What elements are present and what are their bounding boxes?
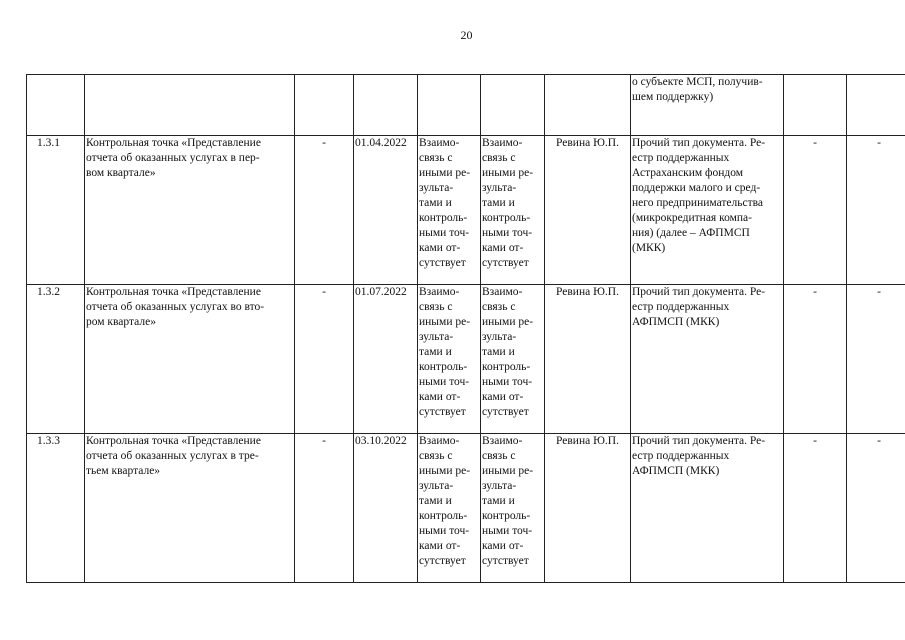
cell-date: 03.10.2022	[354, 434, 418, 583]
cell-control-point-name: Контрольная точка «Представление отчета об оказанных услугах в тре- тьем квартале»	[85, 434, 295, 583]
table-row	[27, 434, 905, 583]
cell-dash: -	[847, 136, 905, 285]
cell-document: Прочий тип документа. Ре- естр поддержанных АФПМСП (МКК)	[631, 285, 784, 434]
cell-dash: -	[847, 434, 905, 583]
cell-dash: -	[295, 434, 354, 583]
cell-relation: Взаимо- связь с иными ре- зульта- тами и контроль- ными точ- ками от- сутствует	[481, 136, 545, 285]
page-number: 20	[460, 28, 473, 42]
table-row	[27, 285, 905, 434]
cell-relation: Взаимо- связь с иными ре- зульта- тами и контроль- ными точ- ками от- сутствует	[418, 434, 481, 583]
table-row-continuation	[27, 75, 905, 136]
cell-date: 01.04.2022	[354, 136, 418, 285]
cell-empty	[545, 75, 631, 136]
control-points-table	[26, 74, 905, 583]
cell-date: 01.07.2022	[354, 285, 418, 434]
cell-dash: -	[784, 136, 847, 285]
cell-empty	[354, 75, 418, 136]
cell-dash: -	[295, 136, 354, 285]
cell-responsible: Ревина Ю.П.	[545, 285, 631, 434]
cell-control-point-name: Контрольная точка «Представление отчета об оказанных услугах во вто- ром квартале»	[85, 285, 295, 434]
cell-item-number: 1.3.3	[27, 434, 85, 583]
cell-dash: -	[784, 285, 847, 434]
cell-relation: Взаимо- связь с иными ре- зульта- тами и контроль- ными точ- ками от- сутствует	[418, 136, 481, 285]
cell-dash: -	[784, 434, 847, 583]
cell-responsible: Ревина Ю.П.	[545, 136, 631, 285]
table-row	[27, 136, 905, 285]
cell-empty	[418, 75, 481, 136]
cell-dash: -	[295, 285, 354, 434]
cell-document: Прочий тип документа. Ре- естр поддержанных АФПМСП (МКК)	[631, 434, 784, 583]
cell-relation: Взаимо- связь с иными ре- зульта- тами и контроль- ными точ- ками от- сутствует	[481, 434, 545, 583]
cell-dash: -	[847, 285, 905, 434]
cell-empty	[784, 75, 847, 136]
cell-document: Прочий тип документа. Ре- естр поддержанных Астраханским фондом поддержки малого и сред- него предпринимательства (микрокредитная компа- ния) (далее – АФПМСП (МКК)	[631, 136, 784, 285]
cell-empty	[481, 75, 545, 136]
cell-relation: Взаимо- связь с иными ре- зульта- тами и контроль- ными точ- ками от- сутствует	[418, 285, 481, 434]
cell-item-number: 1.3.2	[27, 285, 85, 434]
cell-control-point-name: Контрольная точка «Представление отчета об оказанных услугах в пер- вом квартале»	[85, 136, 295, 285]
cell-empty	[847, 75, 905, 136]
cell-empty	[27, 75, 85, 136]
cell-responsible: Ревина Ю.П.	[545, 434, 631, 583]
cell-empty	[85, 75, 295, 136]
cell-item-number: 1.3.1	[27, 136, 85, 285]
cell-relation: Взаимо- связь с иными ре- зульта- тами и контроль- ными точ- ками от- сутствует	[481, 285, 545, 434]
cell-document-continuation: о субъекте МСП, получив- шем поддержку)	[631, 75, 784, 136]
cell-empty	[295, 75, 354, 136]
